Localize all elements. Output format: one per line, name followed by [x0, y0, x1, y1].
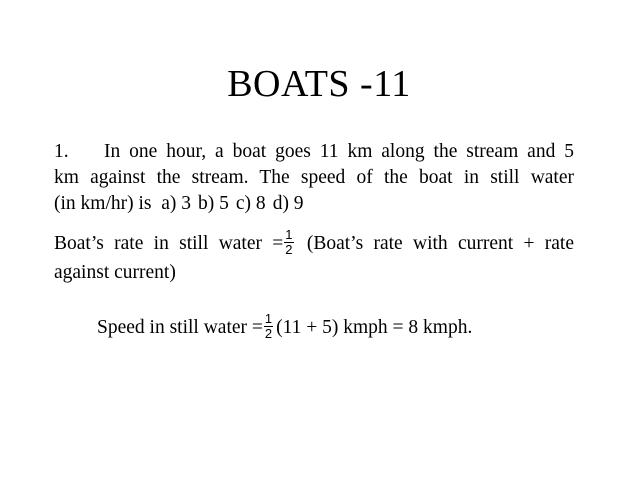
- option-d: d) 9: [272, 193, 304, 214]
- solution-fraction-denominator: 2: [264, 326, 273, 342]
- question-block: [54, 139, 574, 217]
- formula-line-2: against current): [54, 262, 176, 284]
- solution-prefix: Speed in still water =: [97, 317, 263, 338]
- question-text-1: In one hour, a boat goes 11 km along the stream and 5: [104, 141, 574, 162]
- formula-suffix: (Boat’s rate with current + rate: [306, 233, 575, 254]
- formula-fraction-numerator: 1: [285, 227, 293, 243]
- formula-line-1: [54, 227, 575, 259]
- formula-prefix: Boat’s rate in still water =: [54, 233, 284, 254]
- formula-fraction-denominator: 2: [285, 242, 293, 258]
- question-line-2: km against the stream. The speed of the boat in still water: [54, 167, 574, 188]
- option-a: a) 3: [161, 193, 192, 214]
- question-number: 1.: [54, 141, 69, 162]
- question-line-1: [54, 139, 574, 165]
- question-text-3: (in km/hr) is: [54, 193, 152, 214]
- solution-fraction: [264, 312, 273, 341]
- formula-block: [54, 227, 575, 287]
- solution-suffix: (11 + 5) kmph = 8 kmph.: [276, 317, 473, 338]
- option-c: c) 8: [235, 193, 266, 214]
- option-b: b) 5: [198, 193, 229, 214]
- slide-title: BOATS -11: [227, 63, 411, 105]
- solution-fraction-numerator: 1: [264, 311, 273, 327]
- formula-fraction: [284, 228, 293, 257]
- question-line-3: [54, 191, 574, 217]
- solution-line: [97, 311, 473, 343]
